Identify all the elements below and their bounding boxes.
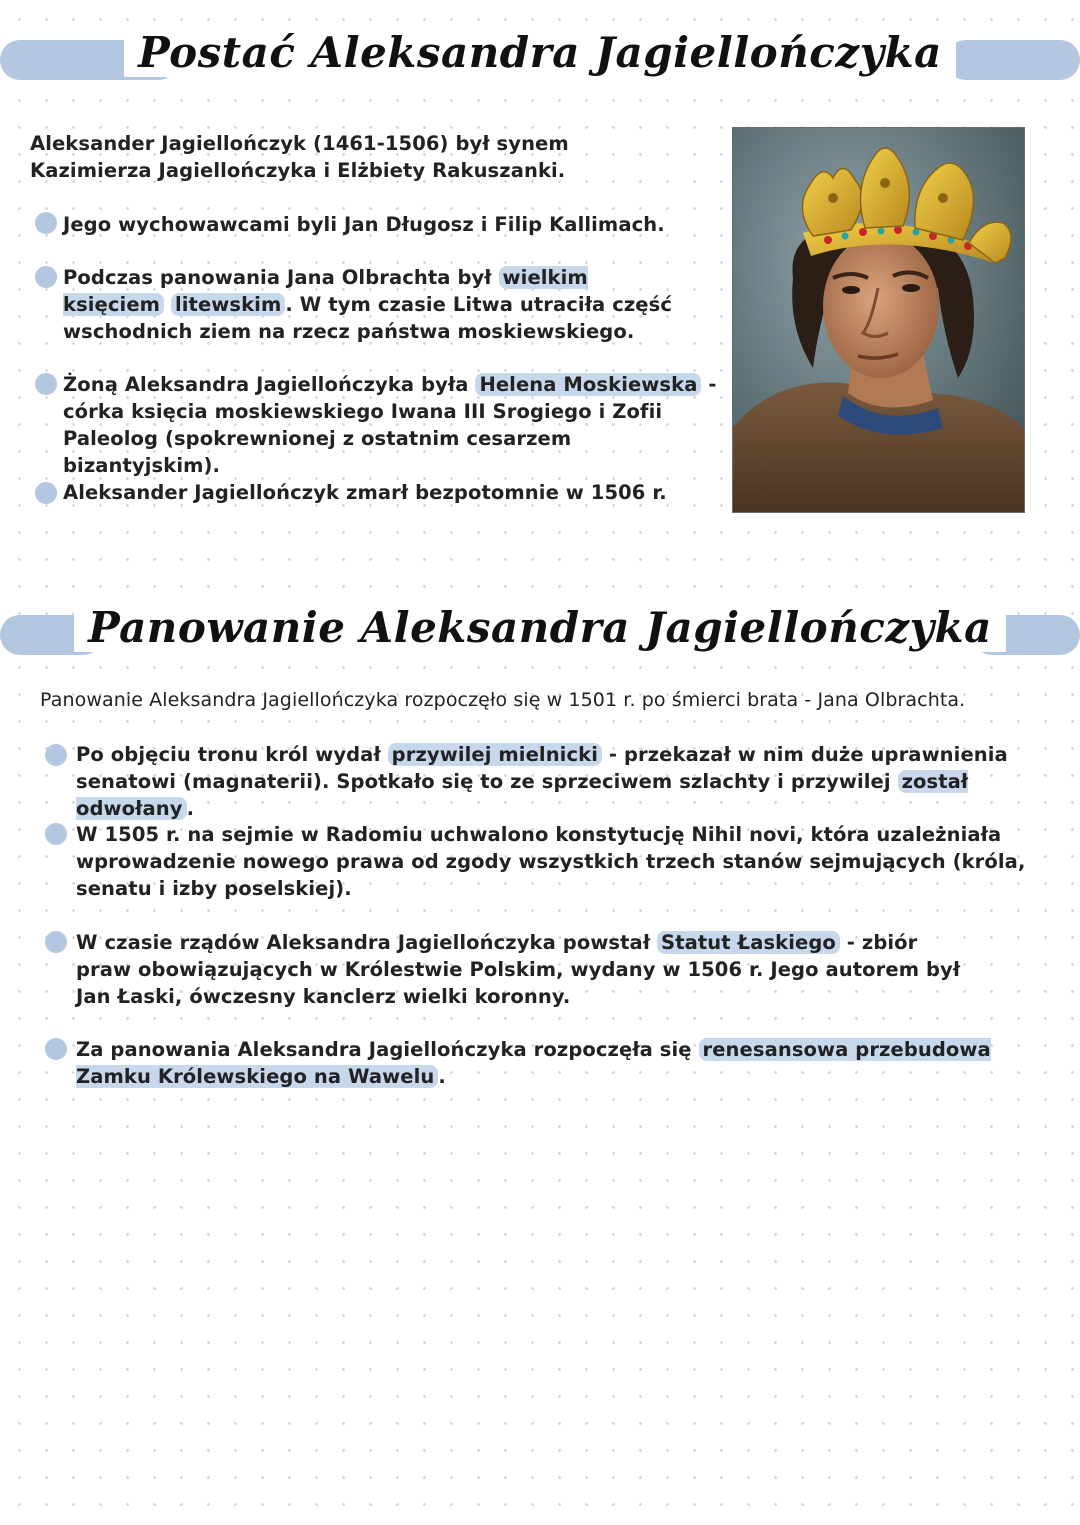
highlight: Statut Łaskiego <box>657 931 840 954</box>
section2-bullet-4: Za panowania Aleksandra Jagiellończyka rozpoczęła się renesansowa przebudowa Zamku Królewskiego na Wawelu . <box>76 1038 991 1088</box>
highlight: Helena Moskiewska <box>475 373 701 396</box>
section2-bullet-1: Po objęciu tronu król wydał przywilej mielnicki - przekazał w nim duże uprawnienia senatowi (magnaterii). Spotkało się to ze sprzeciwem szlachty i przywilej został odwołany . <box>76 743 1008 820</box>
highlight: renesansowa przebudowa Zamku Królewskiego na Wawelu <box>76 1038 991 1088</box>
section1-bullet-4: Aleksander Jagiellończyk zmarł bezpotomnie w 1506 r. <box>63 481 667 504</box>
bullet-dot <box>35 266 57 288</box>
highlight: przywilej mielnicki <box>388 743 602 766</box>
bullet-dot <box>35 212 57 234</box>
section1-title: Postać Aleksandra Jagiellończyka <box>0 28 1080 77</box>
bullet-dot <box>35 373 57 395</box>
section1-bullet-3: Żoną Aleksandra Jagiellończyka była Helena Moskiewska - córka księcia moskiewskiego Iwana III Srogiego i Zofii Paleolog (spokrewnionej z ostatnim cesarzem bizantyjskim). <box>63 373 717 477</box>
section2-title: Panowanie Aleksandra Jagiellończyka <box>0 603 1080 652</box>
highlight: litewskim <box>171 293 285 316</box>
bullet-dot <box>45 931 67 953</box>
highlight: został odwołany <box>76 770 969 820</box>
bullet-dot <box>35 482 57 504</box>
portrait-image <box>732 127 1025 513</box>
section1-bullet-2: Podczas panowania Jana Olbrachta był wielkim księciem litewskim . W tym czasie Litwa utraciła część wschodnich ziem na rzecz państwa moskiewskiego. <box>63 266 672 343</box>
bullet-dot <box>45 744 67 766</box>
section1-bullet-1: Jego wychowawcami byli Jan Długosz i Filip Kallimach. <box>63 213 665 236</box>
section2-bullet-2: W 1505 r. na sejmie w Radomiu uchwalono konstytucję Nihil novi, która uzależniała wprowadzenie nowego prawa od zgody wszystkich trzech stanów sejmujących (króla, senatu i izby poselskiej). <box>76 823 1026 900</box>
highlight: wielkim księciem <box>63 266 588 316</box>
section1-intro: Aleksander Jagiellończyk (1461-1506) był synem Kazimierza Jagiellończyka i Elżbiety Rakuszanki. <box>30 132 569 182</box>
section2-bullet-3: W czasie rządów Aleksandra Jagiellończyka powstał Statut Łaskiego - zbiór praw obowiązujących w Królestwie Polskim, wydany w 1506 r. Jego autorem był Jan Łaski, ówczesny kanclerz wielki koronny. <box>76 931 961 1008</box>
bullet-dot <box>45 823 67 845</box>
section2-intro: Panowanie Aleksandra Jagiellończyka rozpoczęło się w 1501 r. po śmierci brata - Jana Olbrachta. <box>40 689 966 711</box>
bullet-dot <box>45 1038 67 1060</box>
